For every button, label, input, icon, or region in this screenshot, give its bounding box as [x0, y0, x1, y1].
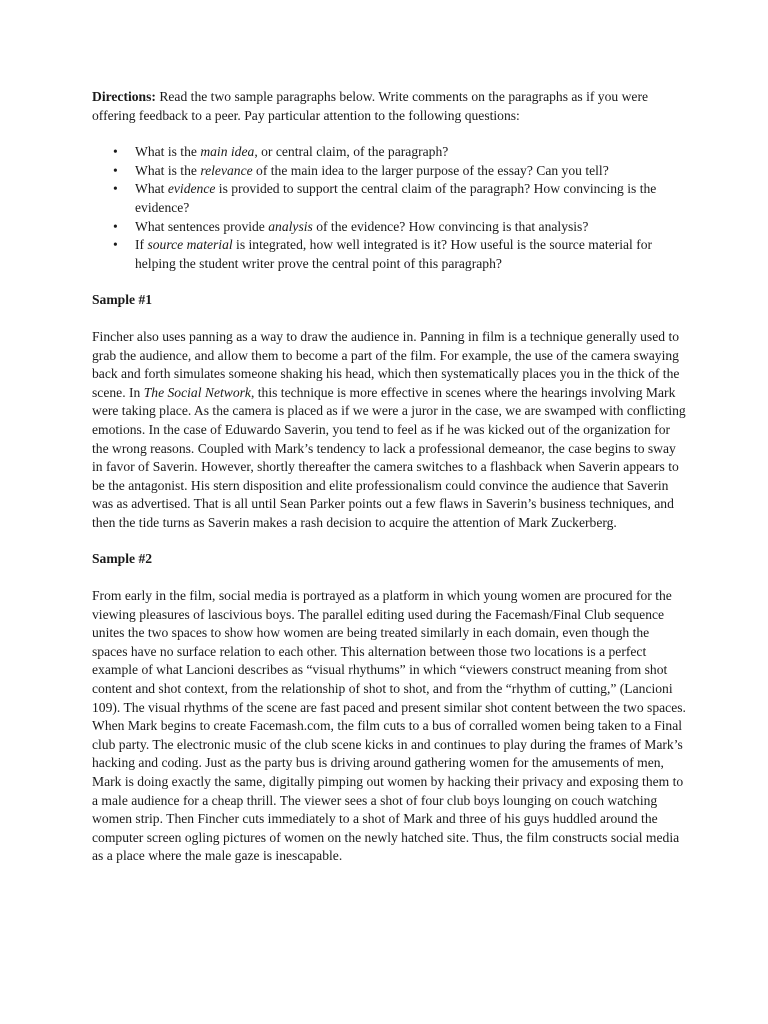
directions-label: Directions: — [92, 89, 156, 104]
bullet-icon: • — [113, 218, 118, 234]
emphasis-term: evidence — [167, 181, 216, 197]
sample-2-paragraph: From early in the film, social media is portrayed as a platform in which young women are procured for the viewing pleasures of lascivious boys. The parallel editing used during the Facemash/Final Club sequence unites the two spaces to show how women are being treated similarly in each domain, even though the spaces have no surface relation to each other. This alternation between those two locations is a perfect example of what Lancioni describes as “visual rhythums” in which “viewers construct meaning from shot content and shot context, from the relationship of shot to shot, and from the “rhythm of cutting,” (Lancioni 109). The visual rhythms of the scene are fast paced and present similar shot content between the two spaces. When Mark begins to create Facemash.com, the film cuts to a bus of corralled women being taken to a Final club party. The electronic music of the club scene kicks in and continues to play during the frames of Mark’s hacking and coding. Just as the party bus is driving around gathering women for the amusements of men, Mark is doing exactly the same, digitally pimping out women by hacking their privacy and exposing them to a male audience for a cheap thrill. The viewer sees a shot of four club boys lounging on couch watching women strip. Then Fincher cuts immediately to a shot of Mark and three of his guys huddled around the computer screen ogling pictures of women on the newly hatched site. Thus, the film constructs social media as a place where the male gaze is inescapable. — [92, 588, 686, 864]
bullet-icon: • — [113, 237, 118, 253]
sample-1-paragraph: Fincher also uses panning as a way to draw the audience in. Panning in film is a technique generally used to grab the audience, and allow them to become a part of the film. For example, the use of the camera swaying back and forth simulates someone shaking his head, which then systematically places you in the thick of the scene. In The Social Network, this technique is more effective in scenes where the hearings involving Mark were taking place. As the camera is placed as if we were a juror in the case, we are swamped with conflicting emotions. In the case of Eduwardo Saverin, you tend to feel as if he was kicked out of the organization for the wrong reasons. Coupled with Mark’s tendency to lack a professional demeanor, the case begins to sway in favor of Saverin. However, shortly thereafter the camera switches to a flashback when Saverin appears to be the antagonist. His stern disposition and elite professionalism could convince the audience that Saverin was as advertised. That is all until Sean Parker points out a few flaws in Saverin’s business techniques, and then the tide turns as Saverin makes a rash decision to acquire the attention of Mark Zuckerberg. — [92, 328, 686, 530]
emphasis-term: analysis — [268, 218, 313, 234]
emphasis-term: relevance — [200, 162, 253, 178]
question-list — [92, 143, 686, 273]
question-item: • What sentences provide analysis of the evidence? How convincing is that analysis? — [92, 218, 686, 237]
film-title: The Social Network — [143, 384, 251, 400]
bullet-icon: • — [113, 144, 118, 160]
document-page — [92, 88, 686, 866]
question-item: • What evidence is provided to support the central claim of the paragraph? How convincing is the evidence? — [113, 181, 657, 215]
sample-1-heading: Sample #1 — [92, 292, 153, 308]
question-item: • If source material is integrated, how well integrated is it? How useful is the source material for helping the student writer prove the central point of this paragraph? — [113, 237, 653, 271]
sample-2-heading: Sample #2 — [92, 551, 153, 567]
question-item: • What is the main idea, or central claim, of the paragraph? — [92, 143, 686, 162]
question-item: • What is the relevance of the main idea to the larger purpose of the essay? Can you tell? — [92, 162, 686, 181]
emphasis-term: main idea — [200, 144, 255, 160]
directions-text: Read the two sample paragraphs below. Write comments on the paragraphs as if you were offering feedback to a peer. Pay particular attention to the following questions: — [92, 89, 649, 123]
emphasis-term: source material — [147, 237, 233, 253]
bullet-icon: • — [113, 162, 118, 178]
directions-paragraph — [92, 88, 686, 125]
bullet-icon: • — [113, 181, 118, 197]
